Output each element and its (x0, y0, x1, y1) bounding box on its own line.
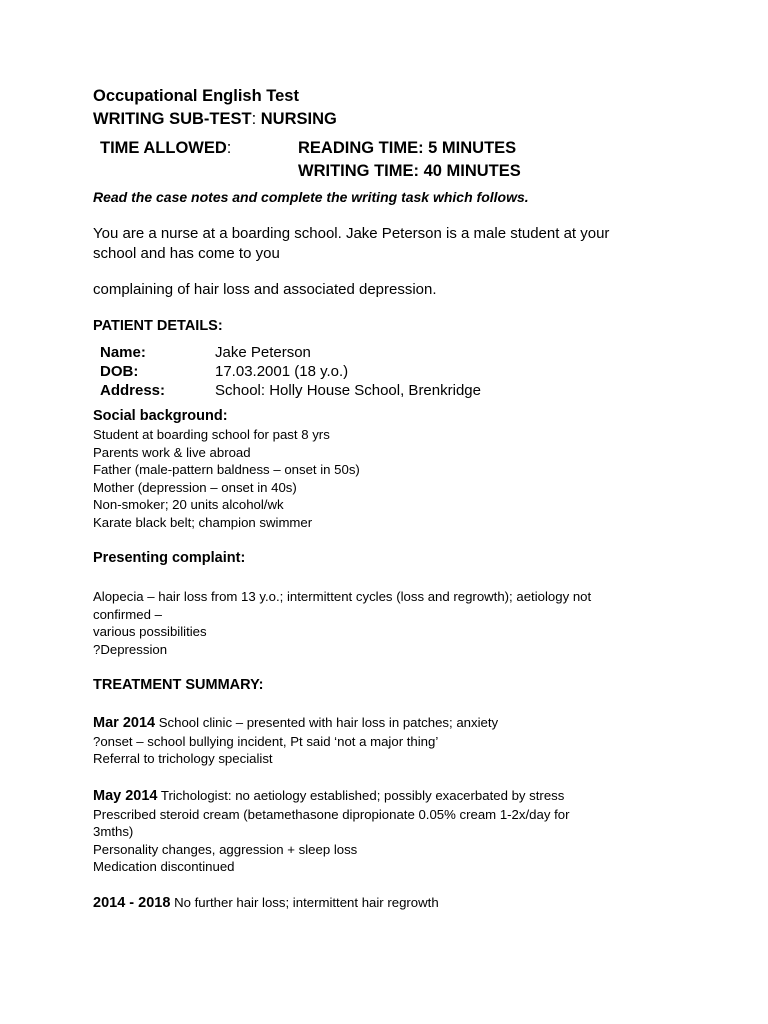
social-background-list (93, 426, 360, 531)
intro-line-3: complaining of hair loss and associated depression. (93, 281, 437, 298)
list-item: Mother (depression – onset in 40s) (93, 479, 297, 495)
name-value: Jake Peterson (215, 344, 311, 361)
list-item: Non-smoker; 20 units alcohol/wk (93, 497, 284, 512)
treatment-entry-mar-2014 (93, 714, 498, 768)
treatment-line: Personality changes, aggression + sleep loss (93, 841, 358, 857)
list-item: Father (male-pattern baldness – onset in 50s) (93, 462, 360, 477)
intro-line-1: You are a nurse at a boarding school. Jake Peterson is a male student at your (93, 225, 610, 242)
reading-time: READING TIME: 5 MINUTES (298, 139, 517, 157)
name-label: Name: (100, 344, 146, 361)
list-item: Parents work & live abroad (93, 444, 251, 460)
treatment-text: School clinic – presented with hair loss in patches; anxiety (155, 715, 499, 730)
intro-line-2: school and has come to you (93, 245, 280, 262)
treatment-entry-may-2014 (93, 787, 569, 876)
test-title: Occupational English Test (93, 87, 299, 105)
subtest-prefix: WRITING SUB-TEST (93, 110, 252, 128)
complaint-line: confirmed – (93, 606, 162, 622)
treatment-entry-first-line (93, 787, 569, 806)
treatment-entry-2014-2018 (93, 894, 439, 913)
treatment-line: ?onset – school bullying incident, Pt said ‘not a major thing’ (93, 733, 439, 749)
time-allowed-label (100, 139, 231, 158)
subtest-heading (93, 110, 337, 129)
list-item: Student at boarding school for past 8 yrs (93, 427, 330, 442)
treatment-line: Medication discontinued (93, 859, 235, 874)
complaint-line: Alopecia – hair loss from 13 y.o.; intermittent cycles (loss and regrowth); aetiology not (93, 589, 592, 604)
subtest-name: NURSING (256, 110, 337, 128)
treatment-line: Prescribed steroid cream (betamethasone dipropionate 0.05% cream 1-2x/day for (93, 806, 570, 822)
presenting-complaint-heading: Presenting complaint: (93, 550, 246, 566)
presenting-complaint-text (93, 588, 591, 658)
treatment-date: 2014 - 2018 (93, 895, 171, 911)
treatment-entry-first-line (93, 714, 498, 733)
time-allowed-colon: : (226, 139, 232, 157)
social-background-heading: Social background: (93, 408, 228, 424)
dob-value: 17.03.2001 (18 y.o.) (215, 363, 349, 380)
address-value: School: Holly House School, Brenkridge (215, 382, 481, 399)
subtest-colon: : (251, 110, 257, 128)
instruction-text: Read the case notes and complete the writing task which follows. (93, 189, 529, 205)
treatment-text: Trichologist: no aetiology established; possibly exacerbated by stress (157, 788, 565, 803)
complaint-line: ?Depression (93, 641, 168, 657)
list-item: Karate black belt; champion swimmer (93, 514, 313, 530)
treatment-date: Mar 2014 (93, 715, 156, 731)
time-allowed-text: TIME ALLOWED (100, 139, 227, 157)
treatment-entry-first-line (93, 894, 439, 913)
patient-details-heading: PATIENT DETAILS: (93, 318, 223, 334)
complaint-line: various possibilities (93, 624, 207, 639)
dob-label: DOB: (100, 363, 139, 380)
treatment-date: May 2014 (93, 788, 158, 804)
treatment-summary-heading: TREATMENT SUMMARY: (93, 677, 264, 693)
treatment-text: No further hair loss; intermittent hair regrowth (170, 895, 439, 910)
treatment-line: Referral to trichology specialist (93, 751, 273, 766)
address-label: Address: (100, 382, 166, 399)
writing-time: WRITING TIME: 40 MINUTES (298, 162, 521, 180)
treatment-line: 3mths) (93, 824, 134, 839)
